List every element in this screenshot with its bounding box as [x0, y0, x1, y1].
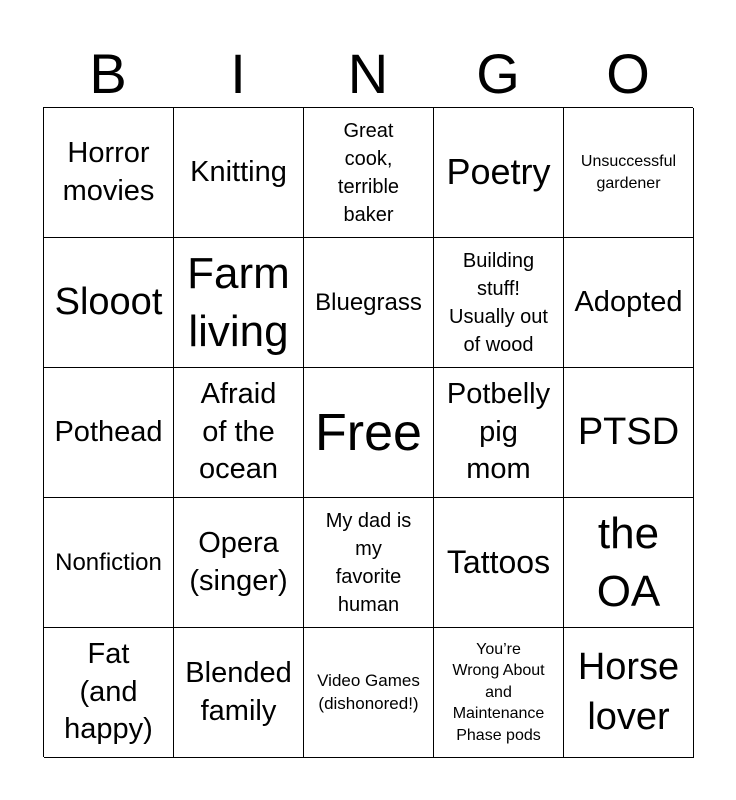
cell-text: PTSD: [577, 410, 680, 453]
bingo-cell[interactable]: [564, 238, 694, 368]
cell-text: Poetry: [446, 151, 551, 193]
bingo-cell[interactable]: [44, 628, 174, 758]
bingo-cell[interactable]: [174, 108, 304, 238]
bingo-cell[interactable]: [434, 238, 564, 368]
cell-text: the OA: [596, 509, 661, 616]
cell-text: Fat (and happy): [64, 637, 153, 746]
bingo-cell[interactable]: [564, 108, 694, 238]
bingo-cell[interactable]: [434, 628, 564, 758]
bingo-cell[interactable]: [304, 238, 434, 368]
cell-text: Building stuff! Usually out of wood: [449, 249, 548, 356]
cell-text: Horror movies: [62, 136, 155, 207]
cell-text: Video Games (dishonored!): [317, 670, 420, 713]
header-letter-o: O: [606, 42, 650, 105]
cell-text: Potbelly pig mom: [446, 377, 551, 486]
cell-text: Pothead: [54, 415, 163, 448]
cell-text: Knitting: [190, 155, 287, 188]
header-letter-g: G: [476, 42, 520, 105]
bingo-cell[interactable]: [564, 628, 694, 758]
bingo-cell[interactable]: [564, 498, 694, 628]
cell-text: You’re Wrong About and Maintenance Phase pods: [452, 640, 545, 744]
cell-text: Unsuccessful gardener: [580, 152, 677, 192]
cell-text: Horse lover: [577, 646, 680, 738]
bingo-cell[interactable]: [434, 368, 564, 498]
bingo-cell[interactable]: [304, 498, 434, 628]
bingo-cell[interactable]: [174, 498, 304, 628]
header-letter-n: N: [347, 42, 389, 105]
bingo-header: [43, 40, 693, 108]
cell-text: Adopted: [574, 285, 683, 318]
bingo-cell[interactable]: [174, 368, 304, 498]
bingo-cell[interactable]: [564, 368, 694, 498]
bingo-cell[interactable]: [44, 498, 174, 628]
bingo-cell[interactable]: [304, 628, 434, 758]
cell-text: Free: [315, 403, 422, 462]
bingo-cell[interactable]: [434, 498, 564, 628]
cell-text: Farm living: [187, 249, 290, 356]
bingo-cell[interactable]: [44, 108, 174, 238]
cell-text: Great cook, terrible baker: [337, 119, 400, 226]
cell-text: My dad is my favorite human: [325, 509, 412, 616]
cell-text: Tattoos: [446, 544, 551, 581]
cell-text: Nonfiction: [55, 548, 162, 576]
free-space[interactable]: [304, 368, 434, 498]
cell-text: Afraid of the ocean: [198, 377, 278, 486]
cell-text: Opera (singer): [189, 526, 288, 597]
cell-text: Blended family: [185, 656, 292, 727]
bingo-cell[interactable]: [304, 108, 434, 238]
bingo-cell[interactable]: [174, 628, 304, 758]
bingo-board: [43, 107, 693, 757]
bingo-cell[interactable]: [44, 368, 174, 498]
cell-text: Slooot: [54, 280, 163, 323]
header-letter-b: B: [89, 42, 127, 105]
bingo-cell[interactable]: [44, 238, 174, 368]
cell-text: Bluegrass: [315, 288, 422, 316]
bingo-cell[interactable]: [174, 238, 304, 368]
header-letter-i: I: [230, 42, 246, 105]
bingo-cell[interactable]: [434, 108, 564, 238]
